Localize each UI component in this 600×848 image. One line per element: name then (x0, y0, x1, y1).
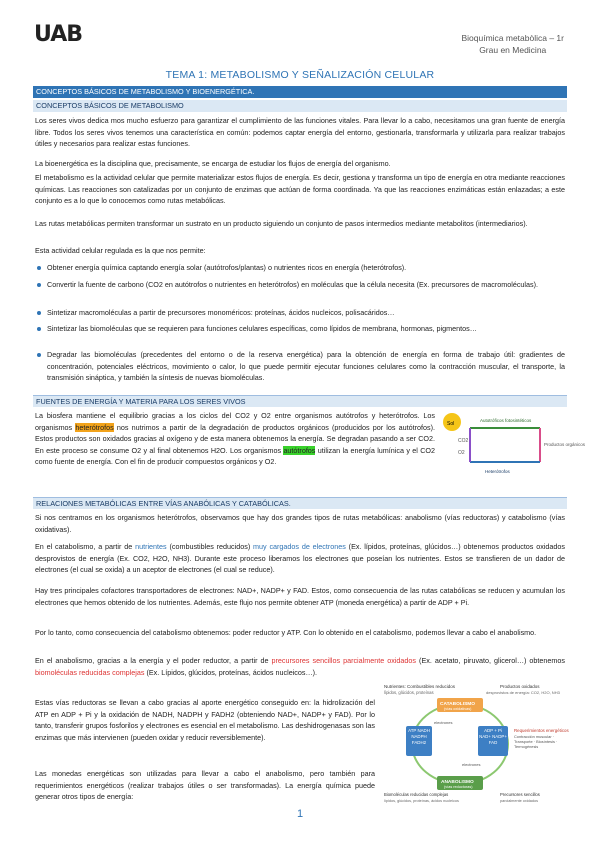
text-nutrientes: nutrientes (135, 542, 167, 551)
electrons-label: electrones (434, 720, 453, 725)
uab-logo (34, 22, 82, 47)
text-run: La biosfera mantiene el equilibrio gracias a los ciclos del CO2 y O2 entre organismos autótrofos y heterótrofos. Los organismos (35, 411, 435, 432)
page-number: 1 (296, 808, 304, 820)
paragraph-r1: Si nos centramos en los organismos heterótrofos, observamos que hay dos grandes tipos de rutas metabólicas: anabolismo (vías reductoras) y catabolismo (vías oxidativas). (35, 513, 565, 534)
nutrients-title: Nutrientes: Combustibles reducidos (384, 684, 456, 689)
paragraph-r5 (35, 655, 565, 678)
electrons-label: electrones (462, 762, 481, 767)
page-title: TEMA 1: METABOLISMO Y SEÑALIZACIÓN CELULAR (165, 69, 435, 81)
paragraph-energy-sources (35, 410, 435, 468)
atp-box-text: ATP NADH NADPH FADH2 (408, 728, 430, 745)
course-header (461, 32, 564, 56)
text-run: nos nutrimos a partir de la degradación de productos orgánicos (producidos por los autótrofos). Estos productos son oxidados gracias al oxígeno y de esta manera obtenemos la energía. Se degradan pasando a ser CO2. En este proceso se consume O2 y al final obtenemos H2O. Los organismos (35, 422, 435, 455)
text-run: (Ex. acetato, piruvato, glicerol…) obtenemos (416, 656, 565, 665)
paragraph-3: El metabolismo es la actividad celular que permite materializar estos flujos de energía. Es decir, gestiona y transforma un tipo de energía en otra mediante reacciones químicas. Las reacciones son catalizadas por un conjunto de enzimas que actúan de forma coordinada. Ya que las reacciones enzimáticas están enlazadas; a este conjunto es a lo que lo conocemos como rutas metabólicas. (35, 173, 565, 206)
text-run: (combustibles reducidos) (166, 542, 254, 551)
biosphere-cycle-figure (440, 410, 586, 480)
section-header-energy-sources: FUENTES DE ENERGÍA Y MATERIA PARA LOS SERES VIVOS (33, 395, 567, 407)
nutrients-sub: lípidos, glúcidos, proteínas (384, 690, 434, 695)
text-biomoleculas: biomoléculas reducidas complejas (35, 667, 145, 677)
text-run: En el catabolismo, a partir de (35, 542, 136, 551)
co2-label: CO2 (458, 438, 469, 444)
paragraph-5: Esta actividad celular regulada es la que nos permite: (35, 246, 206, 255)
adp-box-text: ADP + Pi NAD+ NADP+ FAD (479, 728, 507, 745)
catabolism-sub: (vías oxidativas) (444, 707, 472, 711)
o2-label: O2 (458, 450, 465, 456)
sun-label: Sol (447, 421, 455, 427)
paragraph-r6: Estas vías reductoras se llevan a cabo gracias al aporte energético conseguido en: la hidrolización del ATP en ADP + Pi y la oxidación de NADH, NADPH y FADH2 (obteniendo NAD+, NADP+ y FAD). Por lo tanto, transferir grupos fosforilos y electrones es esencial en el metabolismo. Las deshidrogenasas son las enzimas que más intervienen (pueden oxidar y reducir reversiblemente). (35, 698, 375, 742)
bullet-item: Sintetizar macromoléculas a partir de precursores monoméricos: proteínas, ácidos nucleicos, polisacáridos… (47, 307, 565, 319)
course-line-1: Bioquímica metabòlica – 1r (461, 33, 564, 43)
requirements-list: Contracción muscular · Transporte · Biosíntesis · Termogénesis (514, 734, 558, 749)
adp-box-text-wrap (478, 728, 508, 756)
paragraph-r7: Las monedas energéticas son utilizadas para llevar a cabo el anabolismo, pero también para requerimientos energéticos (realizar trabajos útiles o ser transformadas). La energía química puede generar otros tipos de energía: (35, 769, 375, 802)
bullet-item: Sintetizar las biomoléculas que se requieren para funciones celulares específicas, como lípidos de membrana, hormonas, pigmentos… (47, 323, 565, 335)
bullet-item: Obtener energía química captando energía solar (autótrofos/plantas) o nutrientes ricos en energía (heterótrofos). (47, 262, 565, 274)
paragraph-2: La bioenergética es la disciplina que, precisamente, se encarga de estudiar los flujos de energía del organismo. (35, 159, 391, 168)
oxidized-title: Productos oxidados (500, 684, 540, 689)
text-run: utilizan la energía lumínica y el CO2 como fuente de energía. Con el fin de producir compuestos orgánicos y O2. (35, 445, 436, 467)
text-run: (Ex. Lípidos, glúcidos, proteínas, ácidos nucleicos…). (144, 667, 318, 677)
simple-precursors-title: Precursores sencillos (500, 792, 540, 797)
bullet-item: Convertir la fuente de carbono (CO2 en autótrofos o nutrientes en heterótrofos) en moléculas que la célula necesita (Ex. precursores de macromoléculas). (47, 279, 565, 291)
paragraph-r4: Por lo tanto, como consecuencia del catabolismo obtenemos: poder reductor y ATP. Con lo obtenido en el catabolismo, podemos llevar a cabo el anabolismo. (35, 628, 537, 637)
text-run: (Ex. lípidos, proteínas, glúcidos…) obtenemos productos oxidados desprovistos de energía (Ex. CO2, H2O, NH3). Durante este proceso liberamos los electrones que poseían los nutrientes. Estos se transfieren de un dador de electrones (el cual se oxida) a un aceptor de electrones (el cual se reduce). (35, 542, 566, 575)
paragraph-r3: Hay tres principales cofactores transportadores de electrones: NAD+, NADP+ y FAD. Estos, como consecuencia de las rutas catabólicas se reducen y acumulan los electrones que hemos obtenido de los nutrientes. Además, este flujo nos permite obtener ATP (moneda energética) a partir de ADP + Pi. (35, 586, 565, 607)
highlight-autotrofos: autótrofos (283, 445, 316, 455)
highlight-heterotrofos: heterótrofos (75, 422, 114, 432)
text-precursores: precursores sencillos parcialmente oxidados (271, 656, 417, 665)
bullet-item: Degradar las biomoléculas (precedentes del entorno o de la reserva energética) para la obtención de energía en forma de trabajo útil: gradientes de concentración, potenciales eléctricos, movimiento o calor, lo que puede permitir ejecutar funciones celulares como la contracción muscular, el transporte, la transmisión sináptica, y también la síntesis de nuevas biomoléculas. (47, 350, 565, 383)
paragraph-1: Los seres vivos dedica mos mucho esfuerzo para garantizar el cumplimiento de las funciones vitales. Para llevar lo a cabo, necesitamos una gran fuente de energía libre. Todos los seres vivos tenemos una característica en común: podemos captar energía del entorno, gestionarla, transformarla y utilizarla para realizar trabajos útiles y necesarios para realizar estas funciones. (35, 116, 565, 149)
atp-box-text-wrap (406, 728, 432, 756)
paragraph-4: Las rutas metabólicas permiten transformar un sustrato en un producto siguiendo un conjunto de pasos intermedios mediante metabolitos (intermediarios). (35, 219, 528, 228)
oxidized-sub: desprovistos de energía: CO2, H2O, NH3 (486, 690, 560, 695)
anabolism-sub: (vías reductoras) (444, 785, 473, 789)
organic-products-label: Productos orgánicos (544, 442, 586, 447)
autotrophs-label: Autotróficos fotosintéticos (480, 418, 532, 423)
text-electrones: muy cargados de electrones (253, 542, 346, 551)
heterotrophs-label: Heterótrofos (485, 469, 510, 474)
complex-biomolecules-title: Biomoléculas reducidas complejas (384, 792, 449, 797)
catabolism-label: CATABOLISMO (440, 702, 475, 707)
section-bar-sub: CONCEPTOS BÁSICOS DE METABOLISMO (33, 100, 567, 112)
anabolism-label: ANABOLISMO (441, 780, 474, 785)
catabolism-anabolism-figure (382, 680, 567, 808)
requirements-list-wrap (514, 734, 566, 760)
simple-precursors-sub: parcialmente oxidados (500, 799, 538, 803)
requirements-title: Requerimientos energéticos (514, 728, 569, 733)
section-bar-main: CONCEPTOS BÁSICOS DE METABOLISMO Y BIOENERGÉTICA. (33, 86, 567, 98)
logo-text: UAB (34, 22, 82, 47)
section-header-metabolic-relations: RELACIONES METABÓLICAS ENTRE VÍAS ANABÓLICAS Y CATABÓLICAS. (33, 497, 567, 509)
paragraph-r2 (35, 541, 565, 576)
text-run: En el anabolismo, gracias a la energía y el poder reductor, a partir de (35, 656, 272, 665)
complex-biomolecules-sub: lípidos, glúcidos, proteínas, ácidos nucleicos (384, 799, 459, 803)
course-line-2: Grau en Medicina (479, 45, 547, 55)
